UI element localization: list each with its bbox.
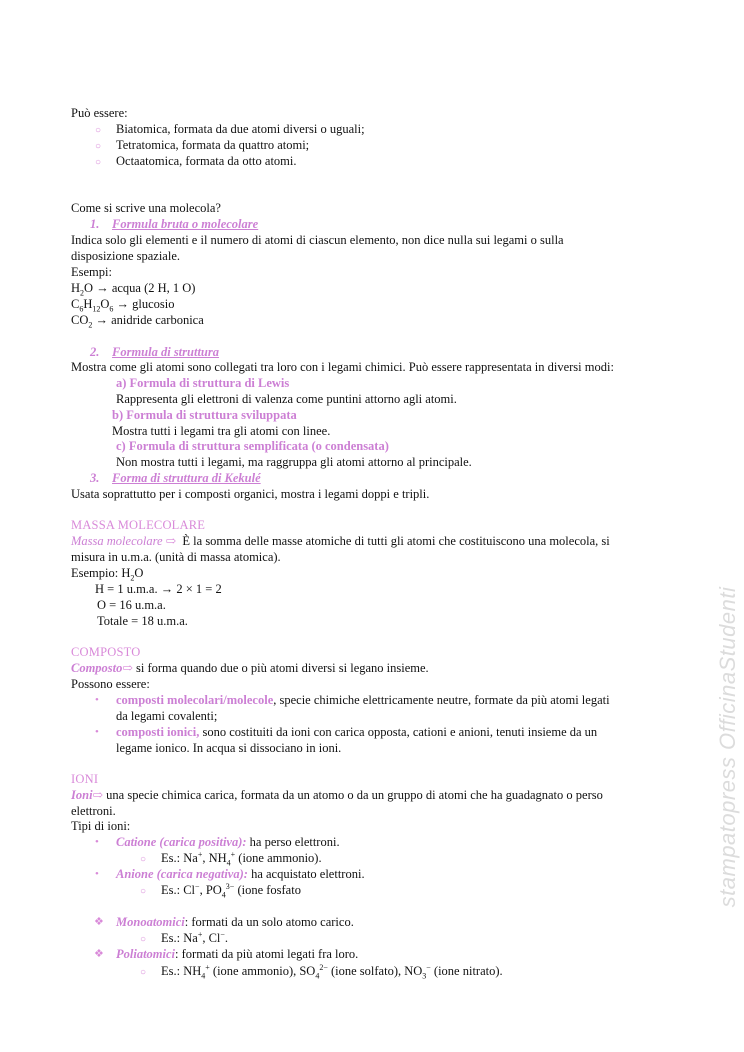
section-number: 1.	[90, 217, 100, 231]
section-number: 3.	[90, 471, 100, 485]
example-text: → acqua (2 H, 1 O)	[96, 281, 196, 295]
definition-line	[71, 788, 603, 803]
watermark: stampatopress OfficinaStudenti	[715, 586, 740, 908]
list-item: Octaatomica, formata da otto atomi.	[116, 154, 297, 168]
arrow-icon: ⇨	[92, 788, 104, 802]
term: Anione (carica negativa):	[116, 867, 248, 881]
sub-item-title: c) Formula di struttura semplificata (o condensata)	[116, 439, 389, 453]
bullet-icon: •	[95, 694, 99, 706]
esempio-suffix: O	[134, 566, 144, 580]
sub-item-title: a) Formula di struttura di Lewis	[116, 376, 290, 390]
circle-bullet-icon: ○	[140, 886, 147, 897]
term: composti molecolari/molecole	[116, 693, 274, 707]
definition-line	[71, 661, 429, 676]
arrow-icon: ⇨	[122, 661, 133, 675]
list-text: : formati da più atomi legati fra loro.	[175, 947, 359, 961]
calc-line: H = 1 u.m.a. → 2 × 1 = 2	[95, 582, 222, 596]
list-item: Biatomica, formata da due atomi diversi o uguali;	[116, 122, 365, 136]
section-number: 2.	[90, 345, 100, 359]
calc-line: O = 16 u.m.a.	[97, 598, 166, 612]
example-text: → anidride carbonica	[95, 313, 204, 327]
ex-text: (ione nitrato).	[430, 964, 503, 978]
term: composti ionici,	[116, 725, 200, 739]
bullet-icon: •	[95, 726, 99, 738]
term: Catione (carica positiva):	[116, 835, 247, 849]
circle-bullet-icon: ○	[95, 125, 102, 136]
circle-bullet-icon: ○	[95, 157, 102, 168]
circle-bullet-icon: ○	[140, 967, 147, 978]
term: Composto	[71, 661, 123, 675]
paragraph-line: elettroni.	[71, 804, 116, 818]
section-heading-massa: MASSA MOLECOLARE	[71, 518, 206, 532]
definition-text: una specie chimica carica, formata da un atomo o da un gruppo di atomi che ha guadagnato o perso	[106, 788, 603, 802]
example-anion: Es.: Cl−, $PO_4^{3-}$ (ione fosfato	[161, 881, 301, 900]
example-water: $H_2O$ → acqua (2 H, 1 O)	[71, 281, 196, 298]
list-text: ha perso elettroni.	[246, 835, 340, 849]
ex-text: Es.: Cl	[161, 883, 196, 897]
subheading-formula-bruta: Formula bruta o molecolare	[112, 217, 259, 231]
question: Come si scrive una molecola?	[71, 201, 221, 215]
paragraph-line: Indica solo gli elementi e il numero di atomi di ciascun elemento, non dice nulla sui legami o sulla	[71, 233, 564, 247]
paragraph-line: Tipi di ioni:	[71, 819, 131, 833]
ex-text: (ione solfato), NO	[327, 964, 423, 978]
list-item	[116, 947, 358, 962]
example-co2: $CO_2$ → anidride carbonica	[71, 313, 204, 330]
list-item	[116, 725, 597, 740]
list-text: , specie chimiche elettricamente neutre, formate da più atomi legati	[273, 693, 610, 707]
example-mono: Es.: Na+, Cl−.	[161, 929, 229, 945]
example-poli: Es.: $NH_4^+$ (ione ammonio), $SO_4^{2-}$ (ione solfato), $NO_3^-$ (ione nitrato).	[161, 962, 503, 981]
definition-text: si forma quando due o più atomi diversi si legano insieme.	[136, 661, 429, 675]
list-text: ha acquistato elettroni.	[247, 867, 365, 881]
sub-item-desc: Non mostra tutti i legami, ma raggruppa gli atomi attorno al principale.	[116, 455, 472, 469]
list-text: sono costituiti da ioni con carica opposta, cationi e anioni, tenuti insieme da un	[199, 725, 598, 739]
term: Poliatomici	[116, 947, 176, 961]
list-item	[116, 915, 354, 930]
sub-item-title: b) Formula di struttura sviluppata	[112, 408, 297, 422]
ex-text: (ione fosfato	[234, 883, 301, 897]
paragraph-line: Mostra come gli atomi sono collegati tra loro con i legami chimici. Può essere rappresentata in diversi modi:	[71, 360, 614, 374]
paragraph-line: misura in u.m.a. (unità di massa atomica).	[71, 550, 281, 564]
diamond-bullet-icon: ❖	[94, 948, 104, 960]
circle-bullet-icon: ○	[95, 141, 102, 152]
paragraph-line: disposizione spaziale.	[71, 249, 180, 263]
example-cation: Es.: Na+, $NH_4^+$ (ione ammonio).	[161, 849, 322, 868]
sub-item-desc: Rappresenta gli elettroni di valenza come puntini attorno agli atomi.	[116, 392, 457, 406]
calc-line: Totale = 18 u.m.a.	[97, 614, 188, 628]
list-item-cont: da legami covalenti;	[116, 709, 218, 723]
subheading-kekule: Forma di struttura di Kekulé	[112, 471, 261, 485]
paragraph-line: Possono essere:	[71, 677, 150, 691]
list-text: : formati da un solo atomo carico.	[184, 915, 354, 929]
example-glucose: $C_6H_{12}O_6$ → glucosio	[71, 297, 175, 314]
esempio-line: Esempio: $H_2O$	[71, 566, 144, 583]
intro-label: Può essere:	[71, 106, 128, 120]
ex-text: , NH	[202, 851, 227, 865]
ex-text: , PO	[199, 883, 222, 897]
circle-bullet-icon: ○	[140, 934, 147, 945]
definition-text: È la somma delle masse atomiche di tutti gli atomi che costituiscono una molecola, si	[182, 534, 610, 548]
circle-bullet-icon: ○	[140, 854, 147, 865]
ex-text: (ione ammonio).	[235, 851, 322, 865]
ex-text: Es.: NH	[161, 964, 202, 978]
list-item: Tetratomica, formata da quattro atomi;	[116, 138, 310, 152]
diamond-bullet-icon: ❖	[94, 916, 104, 928]
ex-text: Es.: Na	[161, 931, 198, 945]
arrow-icon: ⇨	[165, 534, 177, 548]
list-item-cont: legame ionico. In acqua si dissociano in ioni.	[116, 741, 342, 755]
bullet-icon: •	[95, 868, 99, 880]
term: Ioni	[71, 788, 93, 802]
bullet-icon: •	[95, 836, 99, 848]
section-heading-composto: COMPOSTO	[71, 645, 141, 659]
list-item	[116, 867, 365, 882]
section-heading-ioni: IONI	[71, 772, 99, 786]
list-item	[116, 693, 610, 708]
esempio-prefix: Esempio: H	[71, 566, 131, 580]
list-item	[116, 835, 340, 850]
term: Massa molecolare	[71, 534, 163, 548]
ex-text: .	[224, 931, 229, 945]
example-text: → glucosio	[116, 297, 175, 311]
paragraph-line: Usata soprattutto per i composti organici, mostra i legami doppi e tripli.	[71, 487, 430, 501]
sub-item-desc: Mostra tutti i legami tra gli atomi con linee.	[112, 424, 331, 438]
ex-text: Es.: Na	[161, 851, 198, 865]
ex-text: (ione ammonio), SO	[209, 964, 316, 978]
ex-text: , Cl	[202, 931, 221, 945]
definition-line	[71, 534, 610, 549]
subheading-formula-struttura: Formula di struttura	[112, 345, 219, 359]
esempi-label: Esempi:	[71, 265, 112, 279]
term: Monoatomici	[116, 915, 185, 929]
